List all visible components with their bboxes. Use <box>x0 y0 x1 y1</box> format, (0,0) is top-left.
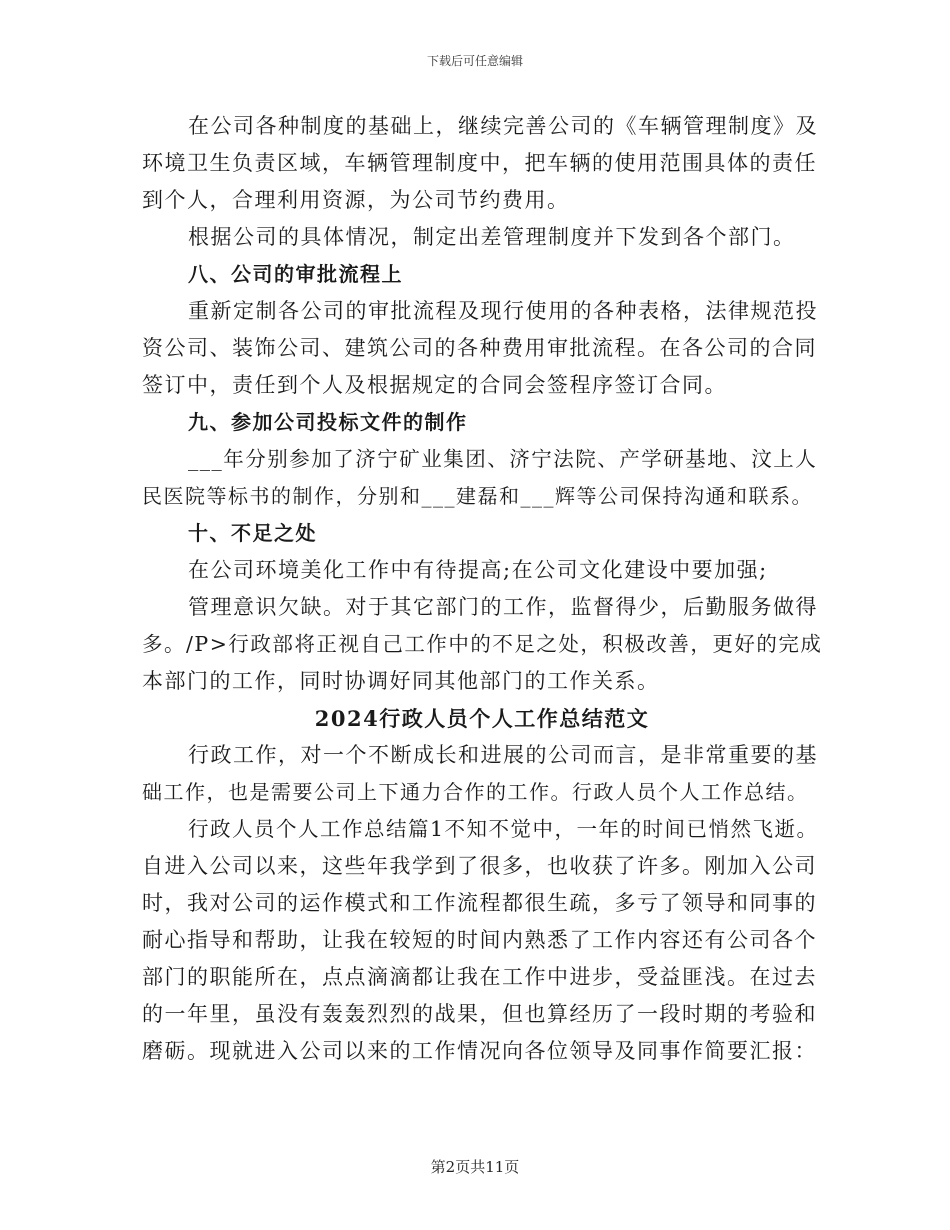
paragraph-line: 础工作，也是需要公司上下通力合作的工作。行政人员个人工作总结。 <box>142 780 809 804</box>
paragraph-line: 到个人，合理利用资源，为公司节约费用。 <box>142 188 570 212</box>
paragraph-line: 时，我对公司的运作模式和工作流程都很生疏，多亏了领导和同事的 <box>142 891 817 915</box>
paragraph-line: 自进入公司以来，这些年我学到了很多，也收获了许多。刚加入公司 <box>142 854 817 878</box>
paragraph-line: 耐心指导和帮助，让我在较短的时间内熟悉了工作内容还有公司各个 <box>142 928 817 952</box>
document-body <box>142 108 822 1070</box>
paragraph-line: 签订中，责任到个人及根据规定的合同会签程序签订合同。 <box>142 373 727 397</box>
paragraph-line: 部门的职能所在，点点滴滴都让我在工作中进步，受益匪浅。在过去 <box>142 965 817 989</box>
paragraph-line: 行政人员个人工作总结篇1不知不觉中，一年的时间已悄然飞逝。 <box>188 817 819 841</box>
paragraph-line: 行政工作，对一个不断成长和进展的公司而言，是非常重要的基 <box>188 743 818 767</box>
paragraph-line: 根据公司的具体情况，制定出差管理制度并下发到各个部门。 <box>188 225 796 249</box>
paragraph-line: 重新定制各公司的审批流程及现行使用的各种表格，法律规范投 <box>188 299 818 323</box>
paragraph-line: 本部门的工作，同时协调好同其他部门的工作关系。 <box>142 669 660 693</box>
document-title: 2024行政人员个人工作总结范文 <box>314 706 650 731</box>
paragraph-line: 管理意识欠缺。对于其它部门的工作，监督得少，后勤服务做得 <box>188 595 818 619</box>
section-heading-10: 十、不足之处 <box>188 521 317 545</box>
page-number: 第2页共11页 <box>430 1158 520 1176</box>
paragraph-line: 资公司、装饰公司、建筑公司的各种费用审批流程。在各公司的合同 <box>142 336 817 360</box>
section-heading-8: 八、公司的审批流程上 <box>188 262 403 286</box>
paragraph-line: 的一年里，虽没有轰轰烈烈的战果，但也算经历了一段时期的考验和 <box>142 1002 817 1026</box>
paragraph-line: 多。/P>行政部将正视自己工作中的不足之处，积极改善，更好的完成 <box>142 632 823 656</box>
page-header-note: 下载后可任意编辑 <box>426 54 523 68</box>
paragraph-line: 磨砺。现就进入公司以来的工作情况向各位领导及同事作简要汇报： <box>142 1039 817 1063</box>
section-heading-9: 九、参加公司投标文件的制作 <box>188 410 468 434</box>
paragraph-line: ___年分别参加了济宁矿业集团、济宁法院、产学研基地、汶上人 <box>188 447 818 471</box>
paragraph-line: 在公司各种制度的基础上，继续完善公司的《车辆管理制度》及 <box>188 114 818 138</box>
paragraph-line: 环境卫生负责区域，车辆管理制度中，把车辆的使用范围具体的责任 <box>142 151 817 175</box>
paragraph-line: 民医院等标书的制作，分别和___建磊和___辉等公司保持沟通和联系。 <box>142 484 813 508</box>
paragraph-line: 在公司环境美化工作中有待提高;在公司文化建设中要加强; <box>188 558 768 582</box>
